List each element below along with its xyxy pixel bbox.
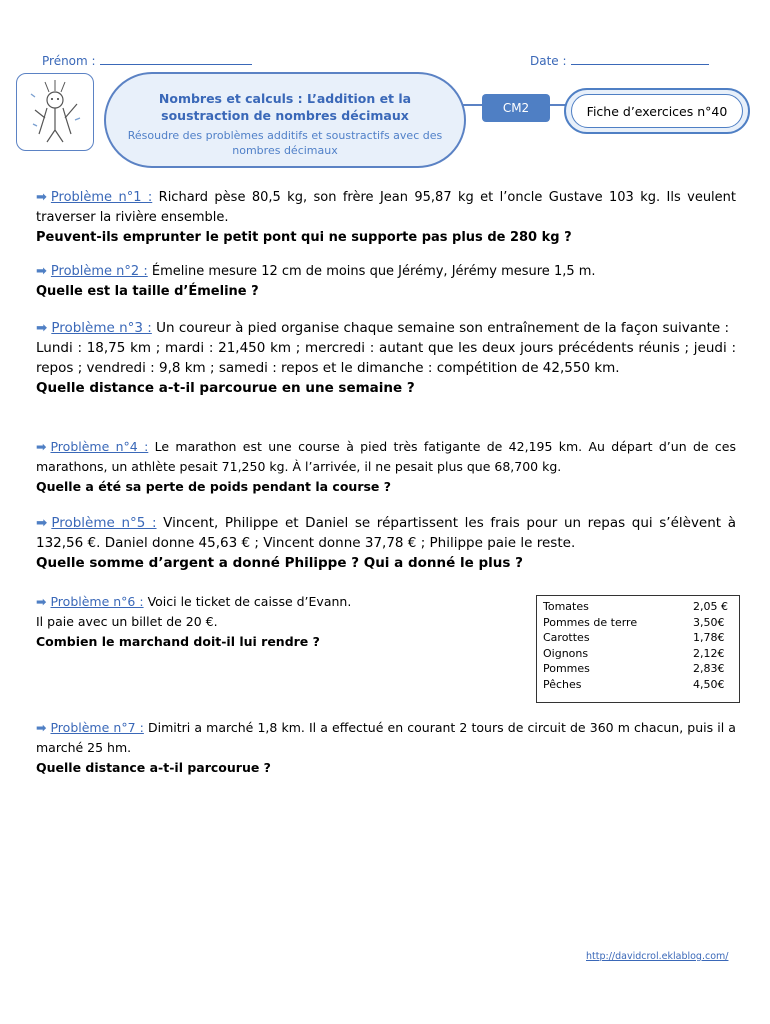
- receipt-price: 1,78€: [693, 631, 725, 644]
- problem-question: Peuvent-ils emprunter le petit pont qui ne supporte pas plus de 280 kg ?: [36, 230, 572, 245]
- sheet-number-pill: [564, 88, 750, 134]
- receipt-item: Carottes: [543, 631, 590, 644]
- receipt-item: Pêches: [543, 677, 582, 691]
- problem-label: Problème n°1 :: [50, 190, 153, 205]
- problem-text: Le marathon est une course à pied très fatigante de 42,195 km. Au départ d’un de ces marathons, un athlète pesait 71,250 kg. À l’arrivée, il ne pesait plus que 68,700 kg.: [36, 439, 736, 474]
- date-label: Date :: [530, 54, 567, 68]
- receipt-row: [543, 661, 733, 677]
- problem-text: Richard pèse 80,5 kg, son frère Jean 95,87 kg et l’oncle Gustave 103 kg. Ils veulent traverser la rivière ensemble.: [36, 190, 736, 225]
- right-arrow-icon: ➡: [36, 264, 47, 279]
- prenom-line: [100, 52, 252, 65]
- receipt-row: [543, 615, 733, 631]
- prenom-field[interactable]: [42, 52, 252, 68]
- receipt-row: [543, 630, 733, 646]
- problem-question: Quelle est la taille d’Émeline ?: [36, 284, 259, 299]
- problem-label: Problème n°5 :: [51, 515, 157, 531]
- receipt-item: Pommes de terre: [543, 615, 638, 629]
- problem-question: Quelle a été sa perte de poids pendant la course ?: [36, 479, 392, 494]
- problem-2: [36, 262, 736, 302]
- problem-question: Quelle somme d’argent a donné Philippe ? Qui a donné le plus ?: [36, 555, 523, 571]
- footer-link[interactable]: http://davidcrol.eklablog.com/: [586, 951, 729, 962]
- problem-1: [36, 188, 736, 248]
- right-arrow-icon: ➡: [36, 515, 48, 531]
- problem-text: Vincent, Philippe et Daniel se répartissent les frais pour un repas qui s’élèvent à 132,56 €. Daniel donne 45,63 € ; Vincent donne 37,78 € ; Philippe paie le reste.: [36, 515, 736, 551]
- receipt-price: 4,50€: [693, 677, 725, 691]
- title-block: [104, 72, 466, 168]
- problem-label: Problème n°2 :: [50, 264, 148, 279]
- problem-4: [36, 437, 736, 497]
- problem-3: [36, 318, 736, 398]
- problem-text: Voici le ticket de caisse d’Evann.: [147, 594, 352, 609]
- right-arrow-icon: ➡: [36, 190, 47, 205]
- problem-text-2: Lundi : 18,75 km ; mardi : 21,450 km ; mercredi : autant que les deux jours précédents réunis ; jeudi : repos ; vendredi : 9,8 km ; samedi : repos et le dimanche : compétition de 42,550 km.: [36, 340, 736, 376]
- receipt-item: Pommes: [543, 662, 590, 675]
- problem-7: [36, 718, 736, 778]
- problem-question: Combien le marchand doit-il lui rendre ?: [36, 634, 320, 649]
- prenom-label: Prénom :: [42, 54, 96, 68]
- problem-text-2: Il paie avec un billet de 20 €.: [36, 614, 218, 629]
- sheet-subtitle: Résoudre des problèmes additifs et soustractifs avec des nombres décimaux: [127, 129, 443, 157]
- right-arrow-icon: ➡: [36, 720, 47, 735]
- right-arrow-icon: ➡: [36, 320, 48, 336]
- problem-text: Un coureur à pied organise chaque semaine son entraînement de la façon suivante :: [156, 320, 730, 336]
- receipt-price: 2,83€: [693, 662, 725, 675]
- date-line: [571, 52, 709, 65]
- receipt-item: Oignons: [543, 646, 589, 660]
- receipt-item: Tomates: [543, 600, 589, 613]
- receipt-table: [536, 595, 740, 703]
- problem-question: Quelle distance a-t-il parcourue en une semaine ?: [36, 380, 415, 396]
- problem-label: Problème n°3 :: [51, 320, 152, 336]
- sheet-title: Nombres et calculs : L’addition et la soustraction de nombres décimaux: [158, 91, 412, 123]
- problem-text: Émeline mesure 12 cm de moins que Jérémy, Jérémy mesure 1,5 m.: [151, 264, 596, 279]
- problem-question: Quelle distance a-t-il parcourue ?: [36, 760, 271, 775]
- right-arrow-icon: ➡: [36, 594, 47, 609]
- sheet-number: Fiche d’exercices n°40: [571, 94, 743, 128]
- receipt-price: 2,05 €: [693, 600, 728, 613]
- mascot-logo: [16, 73, 94, 151]
- level-badge: CM2: [482, 94, 550, 122]
- right-arrow-icon: ➡: [36, 439, 47, 454]
- problem-label: Problème n°4 :: [50, 439, 149, 454]
- receipt-row: [543, 677, 733, 693]
- receipt-price: 3,50€: [693, 615, 725, 629]
- receipt-price: 2,12€: [693, 646, 725, 660]
- date-field[interactable]: [530, 52, 709, 68]
- problem-label: Problème n°6 :: [50, 594, 144, 609]
- problem-6: [36, 592, 506, 652]
- receipt-row: [543, 646, 733, 662]
- problem-text: Dimitri a marché 1,8 km. Il a effectué en courant 2 tours de circuit de 360 m chacun, puis il a marché 25 hm.: [36, 720, 736, 755]
- problem-5: [36, 513, 736, 573]
- receipt-row: [543, 599, 733, 615]
- problem-label: Problème n°7 :: [50, 720, 144, 735]
